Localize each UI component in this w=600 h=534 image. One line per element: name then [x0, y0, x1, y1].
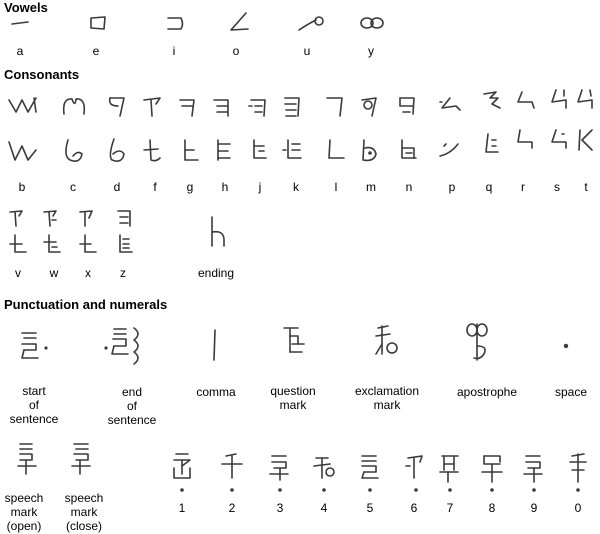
consonant-glyph-z-upper [112, 206, 136, 230]
consonant-glyph-v-upper [6, 206, 30, 230]
numeral-glyph-4 [310, 450, 340, 498]
numeral-glyph-2 [218, 450, 248, 498]
consonant-glyph-l-lower [322, 136, 350, 166]
consonant-label: l [334, 180, 338, 194]
apostrophe-glyph [462, 320, 496, 366]
numeral-label: 1 [178, 501, 186, 515]
consonant-glyph-f-lower [140, 136, 168, 166]
vowels-heading: Vowels [4, 0, 48, 15]
vowel-label: i [172, 44, 176, 58]
space-glyph [558, 338, 574, 354]
consonant-glyph-b-lower [6, 136, 40, 166]
numeral-label: 3 [276, 501, 284, 515]
consonant-glyph-j-lower [246, 136, 274, 166]
consonants-heading: Consonants [4, 67, 80, 82]
consonant-glyph-l-upper [322, 92, 350, 120]
consonant-label: d [113, 180, 121, 194]
vowel-glyph-y [358, 12, 386, 34]
consonant-label: n [405, 180, 413, 194]
consonant-glyph-g-lower [176, 136, 204, 166]
consonant-glyph-z-lower [112, 232, 136, 258]
consonant-label: z [120, 266, 126, 280]
consonant-glyph-c-lower [60, 136, 90, 166]
consonant-glyph-n-upper [394, 92, 422, 120]
consonant-label: p [448, 180, 456, 194]
consonant-glyph-d-upper [104, 92, 132, 120]
ending-label: ending [197, 266, 235, 280]
consonant-label: h [221, 180, 229, 194]
speech-mark-open-glyph [14, 440, 42, 480]
consonant-glyph-f-upper [140, 92, 168, 120]
consonant-label: k [293, 180, 299, 194]
consonant-glyph-x-upper [76, 206, 100, 230]
consonant-glyph-x-lower [76, 232, 100, 258]
consonant-label: b [18, 180, 26, 194]
consonant-glyph-t-upper [574, 86, 600, 116]
space-label: space [554, 385, 588, 399]
consonant-glyph-r-lower [512, 126, 540, 156]
consonant-label: q [485, 180, 493, 194]
numeral-glyph-5 [356, 450, 386, 498]
ending-glyph [202, 214, 232, 254]
vowel-label: y [368, 44, 374, 58]
vowel-label: u [303, 44, 311, 58]
consonant-glyph-p-upper [436, 92, 466, 120]
speech-mark-open-label: speech mark (open) [4, 491, 44, 533]
numeral-glyph-8 [478, 450, 508, 498]
consonant-label: j [258, 180, 262, 194]
comma-label: comma [196, 385, 236, 399]
consonant-label: w [49, 266, 59, 280]
consonant-glyph-w-upper [40, 206, 64, 230]
consonant-label: r [521, 180, 525, 194]
consonant-glyph-n-lower [394, 136, 422, 166]
exclamation-mark-label: exclamation mark [354, 384, 420, 412]
consonant-glyph-b-upper [6, 92, 40, 120]
consonant-glyph-w-lower [40, 232, 64, 258]
consonant-glyph-m-upper [356, 92, 384, 120]
numeral-label: 6 [410, 501, 418, 515]
consonant-label: m [366, 180, 376, 194]
consonant-glyph-m-lower [356, 136, 384, 166]
numeral-glyph-9 [520, 450, 550, 498]
consonant-glyph-p-lower [436, 136, 466, 166]
consonant-glyph-v-lower [6, 232, 30, 258]
consonant-glyph-h-lower [210, 136, 238, 166]
exclamation-mark-glyph [370, 322, 402, 364]
consonant-glyph-k-lower [280, 136, 308, 166]
consonant-label: g [186, 180, 194, 194]
numeral-label: 5 [366, 501, 374, 515]
comma-glyph [204, 326, 224, 366]
consonant-glyph-s-lower [546, 126, 574, 156]
numeral-label: 2 [228, 501, 236, 515]
apostrophe-label: apostrophe [456, 385, 518, 399]
vowel-glyph-o [226, 10, 252, 34]
vowel-glyph-u [296, 12, 326, 34]
end-of-sentence-label: end of sentence [107, 385, 157, 427]
start-of-sentence-glyph [18, 328, 50, 368]
end-of-sentence-glyph [102, 324, 148, 368]
consonant-label: f [153, 180, 157, 194]
consonant-glyph-c-upper [60, 92, 90, 120]
numeral-glyph-0 [564, 450, 594, 498]
consonant-glyph-j-upper [246, 92, 274, 120]
consonant-glyph-q-upper [478, 88, 506, 118]
numeral-label: 9 [530, 501, 538, 515]
consonant-label: v [15, 266, 21, 280]
consonant-label: t [584, 180, 588, 194]
speech-mark-close-glyph [68, 440, 96, 480]
consonant-glyph-h-upper [210, 92, 238, 120]
consonant-label: x [85, 266, 91, 280]
numeral-glyph-3 [266, 450, 296, 498]
numeral-glyph-1 [168, 450, 198, 498]
consonant-glyph-k-upper [280, 92, 308, 120]
consonant-glyph-g-upper [176, 92, 204, 120]
numeral-label: 4 [320, 501, 328, 515]
consonant-glyph-t-lower [574, 126, 600, 156]
vowel-label: e [92, 44, 100, 58]
consonant-glyph-d-lower [104, 136, 132, 166]
numeral-label: 7 [446, 501, 454, 515]
vowel-glyph-a [8, 14, 32, 34]
consonant-glyph-q-lower [478, 130, 506, 160]
start-of-sentence-label: start of sentence [9, 384, 59, 426]
vowel-label: o [232, 44, 240, 58]
vowel-glyph-e [86, 12, 110, 34]
consonant-glyph-r-upper [512, 88, 540, 118]
question-mark-label: question mark [270, 384, 316, 412]
numeral-glyph-7 [436, 450, 466, 498]
speech-mark-close-label: speech mark (close) [64, 491, 104, 533]
numeral-label: 0 [574, 501, 582, 515]
consonant-glyph-s-upper [546, 86, 574, 116]
numeral-glyph-6 [402, 450, 432, 498]
vowel-label: a [16, 44, 24, 58]
question-mark-glyph [280, 322, 310, 362]
consonant-label: s [554, 180, 560, 194]
punctuation-heading: Punctuation and numerals [4, 297, 168, 312]
consonant-label: c [70, 180, 76, 194]
numeral-label: 8 [488, 501, 496, 515]
vowel-glyph-i [164, 12, 188, 34]
